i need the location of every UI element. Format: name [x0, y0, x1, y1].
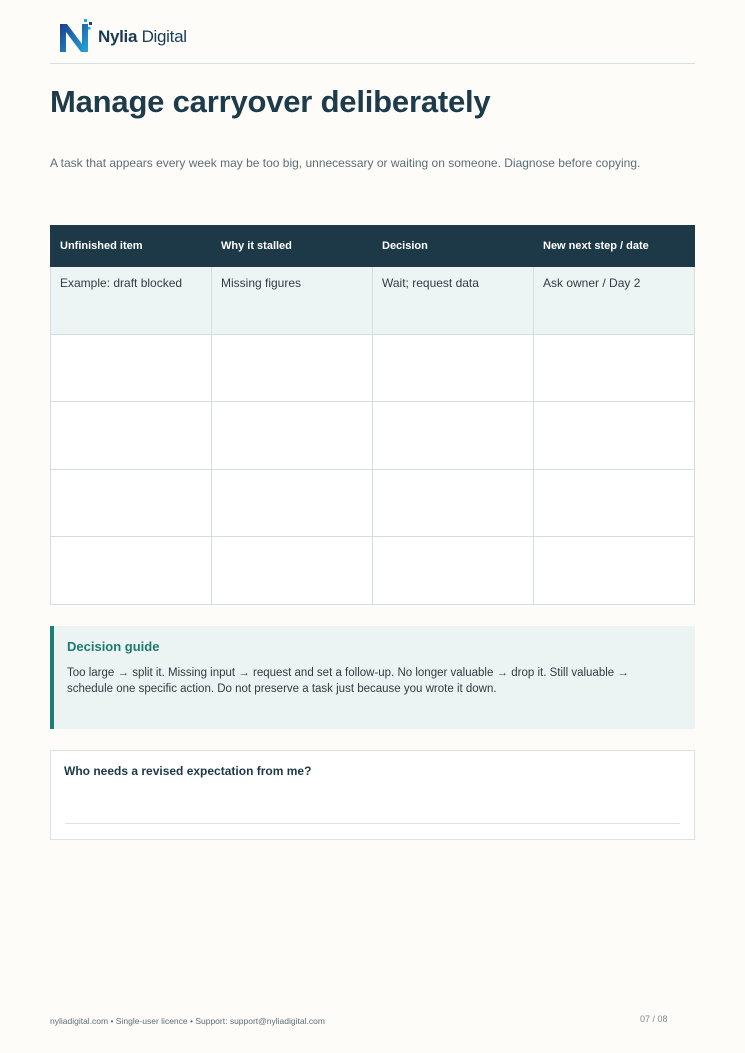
- table-cell-blank[interactable]: [212, 537, 373, 605]
- decision-guide-callout: [50, 626, 695, 729]
- table-cell-blank[interactable]: [51, 402, 212, 470]
- table-header-row: [51, 226, 695, 267]
- carryover-table: [50, 225, 695, 605]
- table-row: [51, 469, 695, 537]
- logo-wordmark: [98, 28, 187, 45]
- table-cell: Example: draft blocked: [51, 267, 212, 335]
- table-cell-blank[interactable]: [373, 537, 534, 605]
- table-cell-blank[interactable]: [51, 334, 212, 402]
- nylia-n-logo-icon: [58, 18, 94, 54]
- table-cell-blank[interactable]: [534, 334, 695, 402]
- table-cell-blank[interactable]: [373, 334, 534, 402]
- table-cell-blank[interactable]: [212, 469, 373, 537]
- page-subtitle: A task that appears every week may be too big, unnecessary or waiting on someone. Diagnose before copying.: [50, 156, 641, 170]
- decision-guide-body: Too large → split it. Missing input → request and set a follow-up. No longer valuable → drop it. Still valuable → schedule one specific action. Do not preserve a task just because you wrote it down.: [67, 667, 629, 695]
- column-header: Why it stalled: [212, 226, 373, 267]
- table-cell-blank[interactable]: [534, 469, 695, 537]
- logo-brand-light: Digital: [137, 26, 187, 46]
- column-header: New next step / date: [534, 226, 695, 267]
- table-cell: Wait; request data: [373, 267, 534, 335]
- reflection-prompt-box: [50, 750, 695, 840]
- page-number: 07 / 08: [640, 1014, 668, 1024]
- table-cell-blank[interactable]: [534, 537, 695, 605]
- logo-brand-bold: Nylia: [98, 26, 138, 46]
- table-row: [51, 334, 695, 402]
- table-cell-blank[interactable]: [373, 402, 534, 470]
- page-header: [50, 14, 695, 64]
- column-header: Unfinished item: [51, 226, 212, 267]
- table-cell-blank[interactable]: [51, 469, 212, 537]
- table-row-example: [51, 267, 695, 335]
- table-cell: Ask owner / Day 2: [534, 267, 695, 335]
- page-title: Manage carryover deliberately: [50, 84, 491, 119]
- footer-info: nyliadigital.com • Single-user licence • Support: support@nyliadigital.com: [50, 1016, 325, 1026]
- table-cell-blank[interactable]: [212, 402, 373, 470]
- table-cell-blank[interactable]: [534, 402, 695, 470]
- decision-guide-title: Decision guide: [67, 639, 160, 654]
- answer-line[interactable]: [65, 823, 680, 824]
- table-cell: Missing figures: [212, 267, 373, 335]
- column-header: Decision: [373, 226, 534, 267]
- table-row: [51, 537, 695, 605]
- table-cell-blank[interactable]: [212, 334, 373, 402]
- table-cell-blank[interactable]: [51, 537, 212, 605]
- nylia-digital-logo: [58, 18, 187, 54]
- reflection-question: Who needs a revised expectation from me?: [64, 764, 312, 778]
- table-row: [51, 402, 695, 470]
- table-cell-blank[interactable]: [373, 469, 534, 537]
